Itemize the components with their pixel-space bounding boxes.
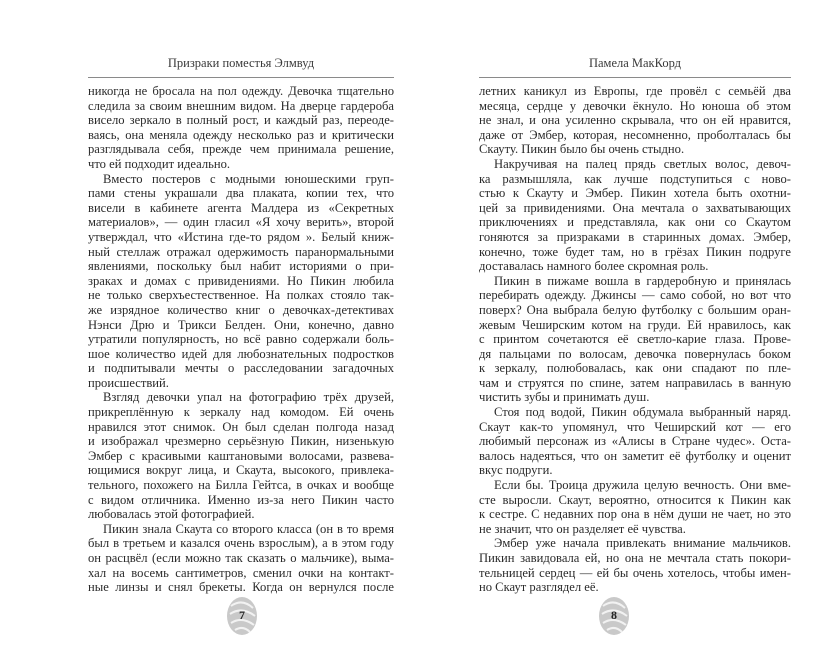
paragraph [479,157,791,274]
text-line: жевым Чеширским котом на груди. Ей нравилось, как [479,317,791,332]
text-line: тельного, похожего на Билла Гейтса, в очках и вообще [88,478,394,493]
text-line: хал на восемь сантиметров, сменил очки на контакт- [88,565,394,580]
text-line: не знал, и она усиленно скрывала, что он ей нравится, [479,113,791,128]
text-line: Стоя под водой, Пикин обдумала выбранный наряд. [494,405,791,420]
text-line: валось надеяться, что он заметит её футболку и оценит [479,448,791,463]
text-line: Скауту. Пикин было бы очень стыдно. [479,142,685,157]
text-line: конечно, тоже будет там, но в грёзах Пикин подруге [479,244,791,259]
text-line: месяца, сердце у девочки ёкнуло. Но юноша об этом [479,98,791,113]
text-line: чам и струятся по спине, затем направилась в ванную [479,375,791,390]
text-line: чистить зубы и принимать душ. [479,390,650,405]
page-number-badge [225,596,259,636]
text-line: не только сверхъестественное. На полках стояло так- [88,288,394,303]
text-line: Взгляд девочки упал на фотографию трёх друзей, [103,390,394,405]
paragraph [479,274,791,405]
text-line: с принтом сочетаются её светло-карие глаза. Прове- [479,332,791,347]
text-line: тельницей сердец — ей бы очень хотелось, чтобы имен- [479,565,791,580]
text-line: утверждал, что «Истина где-то рядом ». Белый книж- [88,229,394,244]
text-line: пами стены украшали два плаката, копии тех, что [88,186,394,201]
text-line: не значит, что он разделяет её чувства. [479,521,686,536]
paragraph [88,522,394,595]
text-line: происшествий. [88,375,169,390]
text-line: к сестре. С недавних пор она в нём души не чает, но это [479,507,791,522]
text-line: Пикин в пижаме вошла в гардеробную и принялась [494,273,791,288]
header-rule [88,77,394,78]
running-head: Призраки поместья Элмвуд [167,56,315,70]
text-line: никогда не бросала на пол одежду. Девочка тщательно [88,84,394,98]
text-line: и подпитывали мечты о расследовании загадочных [88,361,394,376]
paragraph [479,84,791,157]
text-line: любимый персонаж из «Алисы в Стране чудес». Оста- [479,434,791,449]
text-line: ющимися вокруг лица, и Скаута, высокого, привлека- [88,463,394,478]
text-line: дя пальцами по волосам, девочка повернулась боком [479,346,791,361]
text-line: цей за привидениями. Она мечтала о захватывающих [479,200,791,215]
paragraph [88,84,394,172]
text-line: же изрядное количество книг о девочках-детективах [88,302,394,317]
text-line: Накручивая на палец прядь светлых волос, девоч- [494,156,791,171]
text-line: следила за своим внешним видом. На дверце гардероба [88,98,394,113]
text-line: был в третьем и казался очень взрослым), а в этом году [88,536,394,551]
paragraph [88,390,394,521]
text-line: утратили популярность, но всё равно содержали боль- [88,332,394,347]
text-line: перебирать одежду. Джинсы — само собой, но вот что [479,288,791,303]
text-line: Нэнси Дрю и Трикси Белден. Они, конечно, давно [88,317,394,332]
page-number: 7 [239,608,245,622]
body-text [479,84,791,595]
text-line: Вместо постеров с модными юношескими груп- [103,171,394,186]
page-number: 8 [611,608,617,622]
paragraph [479,536,791,594]
header-rule [479,77,791,78]
text-line: Пикин завидовала ей, но она не мечтала стать покори- [479,551,791,565]
text-line: Скаут как-то упомянул, что Чеширский кот — его [479,419,791,434]
right-page [410,0,820,659]
text-line: поверх? Она выбрала белую футболку с большим оран- [479,302,791,317]
text-line: прикреплённую к зеркалу над комодом. Ей очень [88,405,394,420]
running-head: Памела МакКорд [588,56,682,70]
text-line: стью к Скауту и Эмбер. Пикин хотела быть охотни- [479,186,791,201]
text-line: приключениях и представляла, как они со Скаутом [479,215,791,230]
text-line: шое количество идей для любознательных подростков [88,346,394,361]
text-line: с видом отличника. Именно из-за него Пикин часто [88,492,394,507]
text-line: к зеркалу, полюбовалась, как они спадают по пле- [479,361,791,376]
text-line: летних каникул из Европы, где провёл с семьёй два [479,84,791,98]
text-line: сте выросли. Скаут, вероятно, относится к Пикин как [479,492,791,507]
paragraph [88,172,394,391]
text-line: ваясь, она меняла одежду несколько раз и критически [88,127,394,142]
text-line: ные линзы и снял брекеты. Когда он вернулся после [88,580,394,595]
text-line: ка размышляла, как лучше подступиться с ново- [479,171,791,186]
text-line: висело зеркало в полный рост, и каждый раз, переоде- [88,113,394,128]
text-line: доставалась намного более скромная роль. [479,259,709,274]
text-line: но Скаут разглядел её. [479,580,599,595]
paragraph [479,405,791,478]
text-line: и изображал чрезмерно серьёзную Пикин, низенькую [88,434,394,449]
text-line: зраках и домах с привидениями. Но Пикин любила [88,273,394,288]
paragraph [479,478,791,536]
text-line: Пикин знала Скаута со второго класса (он в то время [103,521,394,536]
text-line: явлениями, поскольку был набит историями о при- [88,259,394,274]
text-line: Эмбер уже начала привлекать внимание мальчиков. [494,536,791,551]
text-line: любовалась этой фотографией. [88,507,255,522]
body-text [88,84,394,595]
page-number-badge [597,596,631,636]
text-line: Эмбер с красивыми каштановыми волосами, развева- [88,448,394,463]
text-line: нравился этот снимок. Он был сделан полгода назад [88,419,394,434]
text-line: разглядывала себя, прежде чем принимала решение, [88,142,394,157]
text-line: висели в кабинете агента Малдера из «Секретных [88,200,394,215]
text-line: вкус подруги. [479,463,553,478]
text-line: материалов», — один гласил «Я хочу верить», второй [88,215,394,230]
text-line: он расцвёл (если можно так сказать о мальчике), выма- [88,551,394,565]
text-line: Если бы. Троица дружила целую вечность. Они вме- [494,478,791,493]
text-line: гоняются за призраками в старинных домах. Эмбер, [479,229,791,244]
text-line: что ей подходит идеально. [88,156,231,171]
text-line: ный стеллаж отражал одержимость паранормальными [88,244,394,259]
text-line: даже от Эмбер, которая, несомненно, проболталась бы [479,127,791,142]
